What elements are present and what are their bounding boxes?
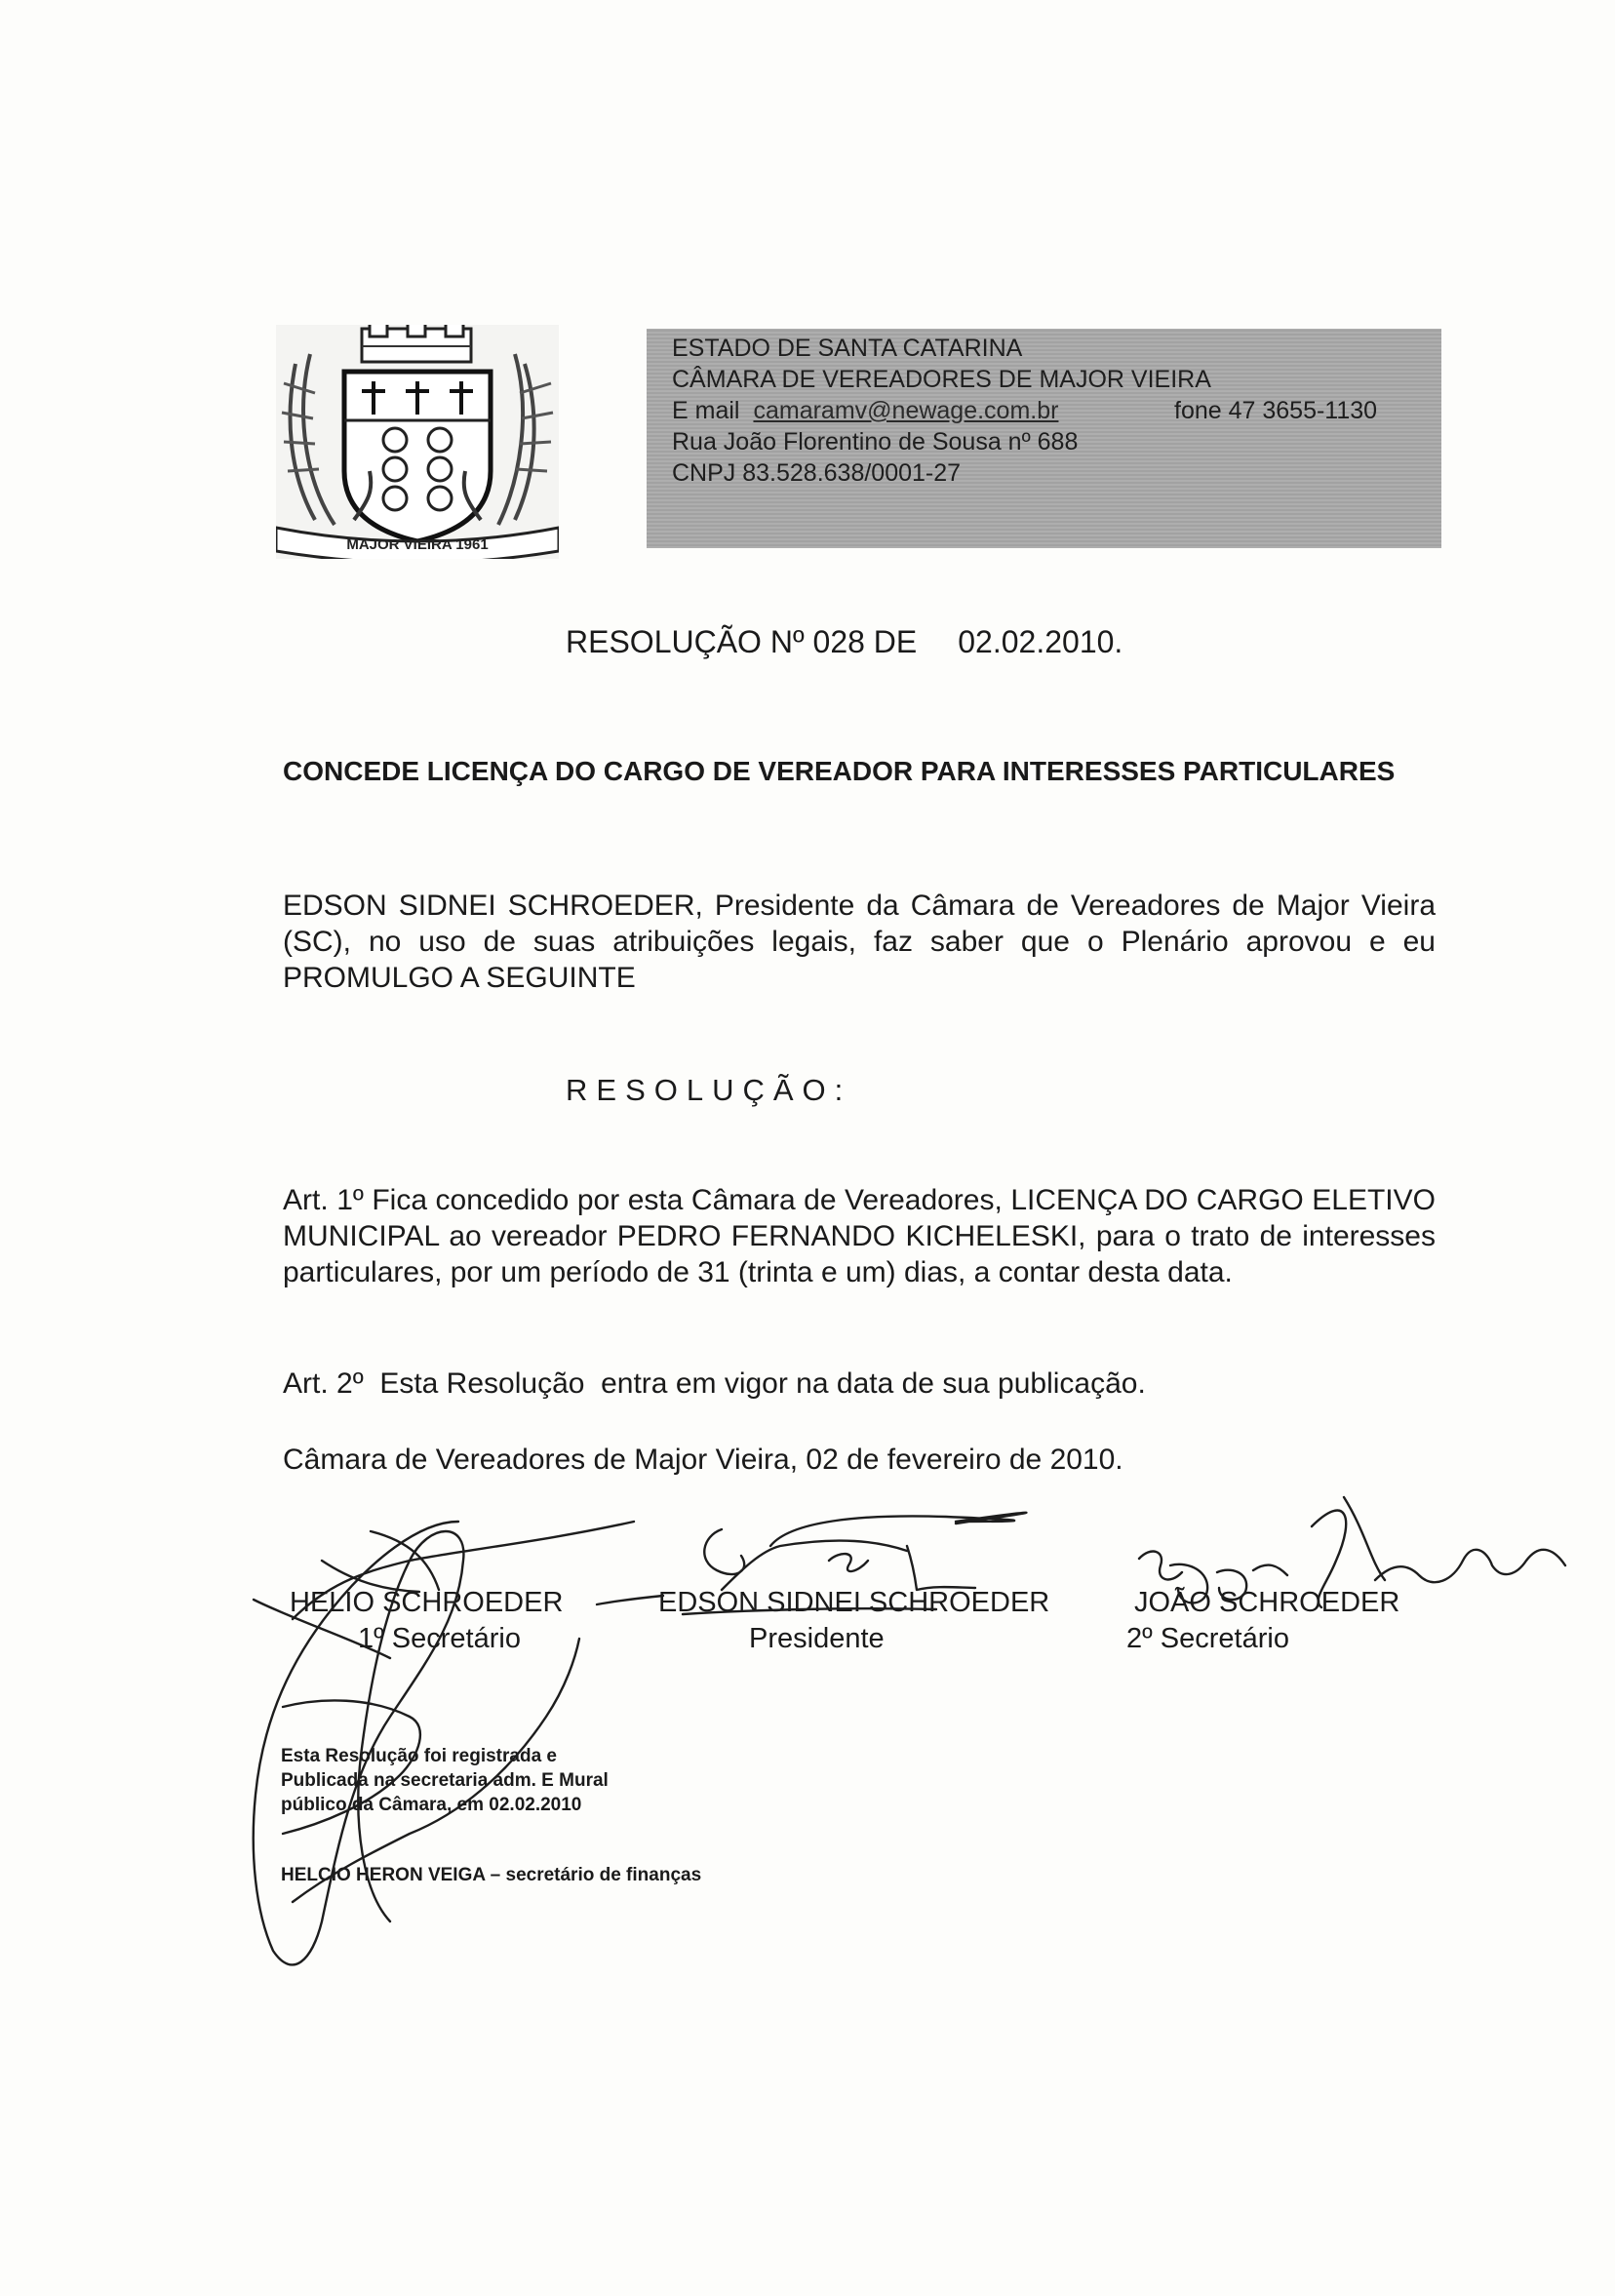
resolution-date: 02.02.2010.	[958, 624, 1123, 659]
letterhead-institution: CÂMARA DE VEREADORES DE MAJOR VIEIRA	[672, 366, 1211, 393]
signatory-role-3: 2º Secretário	[1126, 1623, 1289, 1654]
signatory-role-2: Presidente	[749, 1623, 885, 1654]
article-2: Art. 2º Esta Resolução entra em vigor na data de sua publicação.	[283, 1367, 1146, 1400]
letterhead-address: Rua João Florentino de Sousa nº 688	[672, 428, 1079, 455]
resolution-number: RESOLUÇÃO Nº 028 DE	[566, 624, 918, 659]
preamble-paragraph: EDSON SIDNEI SCHROEDER, Presidente da Câmara de Vereadores de Major Vieira (SC), no uso de suas atribuições legais, faz saber que o Plenário aprovou e eu PROMULGO A SEGUINTE	[283, 890, 1436, 994]
letterhead-box	[647, 329, 1441, 548]
email-label: E mail	[672, 397, 740, 424]
signatory-name-1: HELIO SCHROEDER	[290, 1587, 564, 1618]
letterhead-cnpj: CNPJ 83.528.638/0001-27	[672, 459, 962, 487]
letterhead-state: ESTADO DE SANTA CATARINA	[672, 335, 1023, 362]
resolution-heading: RESOLUÇÃO:	[566, 1073, 852, 1107]
phone-number: fone 47 3655-1130	[1174, 397, 1378, 424]
municipal-crest-icon	[276, 325, 559, 559]
email-link[interactable]: camaramv@newage.com.br	[753, 397, 1059, 424]
letterhead-contact	[672, 397, 1378, 425]
signature-edson-icon	[704, 1513, 1026, 1590]
resolution-title	[566, 624, 1123, 660]
signatory-role-1: 1º Secretário	[358, 1623, 521, 1654]
registration-stamp-signer: HELCIO HERON VEIGA – secretário de finanças	[281, 1865, 702, 1885]
resolution-summary: CONCEDE LICENÇA DO CARGO DE VEREADOR PARA INTERESSES PARTICULARES	[283, 756, 1396, 786]
closing-line: Câmara de Vereadores de Major Vieira, 02 de fevereiro de 2010.	[283, 1444, 1123, 1476]
signatory-name-2: EDSON SIDNEI SCHROEDER	[658, 1587, 1050, 1618]
signatory-name-3: JOÃO SCHROEDER	[1134, 1587, 1400, 1618]
article-1: Art. 1º Fica concedido por esta Câmara de Vereadores, LICENÇA DO CARGO ELETIVO MUNICIPAL ao vereador PEDRO FERNANDO KICHELESKI, para o trato de interesses particulares, por um período de 31 (trinta e um) dias, a contar desta data.	[283, 1184, 1436, 1288]
registration-stamp: Esta Resolução foi registrada e Publicada na secretaria adm. E Mural público da Câmara, em 02.02.2010	[281, 1746, 609, 1815]
svg-text:MAJOR VIEIRA 1961: MAJOR VIEIRA 1961	[346, 536, 489, 553]
